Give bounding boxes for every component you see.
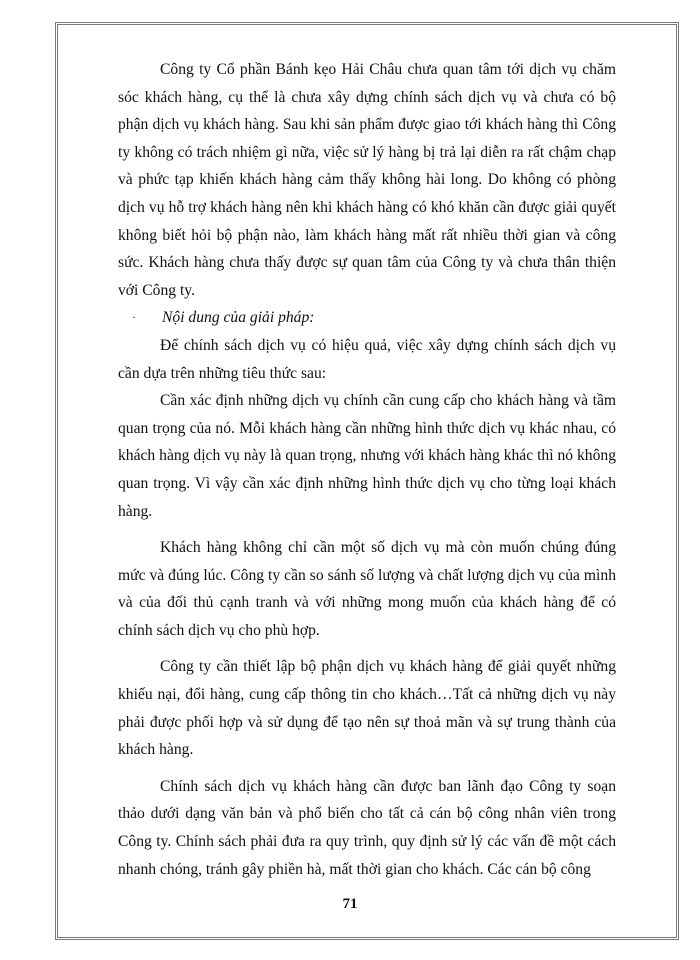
paragraph-5: Công ty cần thiết lập bộ phận dịch vụ khách hàng để giải quyết những khiếu nại, đổi hàng, cung cấp thông tin cho khách…Tất cả những dịch vụ này phải được phối hợp và sử dụng để tạo nên sự thoả mãn và sự trung thành của khách hàng. (118, 658, 616, 759)
page-number: 71 (342, 896, 358, 912)
paragraph-6: Chính sách dịch vụ khách hàng cần được ban lãnh đạo Công ty soạn thảo dưới dạng văn bản và phổ biến cho tất cả cán bộ công nhân viên trong Công ty. Chính sách phải đưa ra quy trình, quy định sử lý các vấn đề một cách nhanh chóng, tránh gây phiền hà, mất thời gian cho khách. Các cán bộ công (118, 777, 616, 878)
paragraph-2: Để chính sách dịch vụ có hiệu quả, việc xây dựng chính sách dịch vụ cần dựa trên những tiêu thức sau: (118, 336, 616, 382)
bullet-dot-icon: · (132, 310, 136, 325)
bullet-heading-text: Nội dung của giải pháp: (162, 309, 315, 327)
paragraph-1: Công ty Cổ phần Bánh kẹo Hải Châu chưa quan tâm tới dịch vụ chăm sóc khách hàng, cụ thể là chưa xây dựng chính sách dịch vụ và chưa có bộ phận dịch vụ khách hàng. Sau khi sản phẩm được giao tới khách hàng thì Công ty không có trách nhiệm gì nữa, việc sử lý hàng bị trả lại diễn ra rất chậm chạp và phức tạp khiến khách hàng cảm thấy không hài long. Do không có phòng dịch vụ hỗ trợ khách hàng nên khi khách hàng có khó khăn cần được giải quyết không biết hỏi bộ phận nào, làm khách hàng mất rất nhiều thời gian và công sức. Khách hàng chưa thấy được sự quan tâm của Công ty và chưa thân thiện với Công ty. (118, 61, 616, 299)
paragraph-4: Khách hàng không chỉ cần một số dịch vụ mà còn muốn chúng đúng mức và đúng lúc. Công ty cần so sánh số lượng và chất lượng dịch vụ của mình và của đối thủ cạnh tranh và với những mong muốn của khách hàng để có chính sách dịch vụ cho phù hợp. (118, 539, 616, 639)
bullet-heading (118, 304, 616, 332)
body-text (118, 56, 616, 883)
paragraph-3: Cần xác định những dịch vụ chính cần cung cấp cho khách hàng và tầm quan trọng của nó. Mỗi khách hàng cần những hình thức dịch vụ khác nhau, có khách hàng dịch vụ này là quan trọng, nhưng với khách hàng khác thì nó không quan trọng. Vì vậy cần xác định những hình thức dịch vụ cho từng loại khách hàng. (118, 392, 616, 520)
